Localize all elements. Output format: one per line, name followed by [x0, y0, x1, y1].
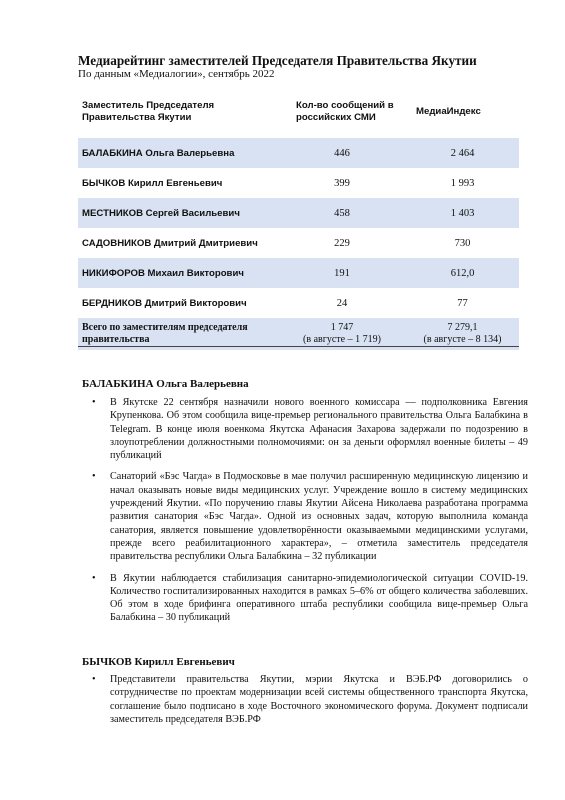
media-index: 612,0 — [450, 267, 475, 279]
deputy-name: БЕРДНИКОВ Дмитрий Викторович — [82, 297, 247, 309]
table-row — [78, 258, 519, 288]
media-index: 2 464 — [450, 147, 475, 159]
list-item — [82, 673, 528, 726]
column-header-mediaindex: МедиаИндекс — [416, 106, 481, 117]
deputy-name: БЫЧКОВ Кирилл Евгеньевич — [82, 177, 223, 189]
total-index-note: (в августе – 8 134) — [423, 334, 502, 345]
media-rating-table — [78, 86, 519, 350]
message-count: 399 — [334, 177, 350, 189]
section-heading: БАЛАБКИНА Ольга Валерьевна — [82, 378, 249, 390]
message-count: 191 — [334, 267, 350, 279]
page-subtitle: По данным «Медиалогии», сентябрь 2022 — [78, 68, 275, 80]
section-bullet-list — [82, 396, 528, 633]
table-row — [78, 138, 519, 168]
list-item-text: В Якутске 22 сентября назначили нового военного комиссара — подполковника Евгения Крупенкова. Об этом сообщила вице-премьер регионального правительства Ольга Балабкина в Telegram. В конце июля военкома Якутска Афанасия Захарова задержали по подозрению в злоупотреблении должностными полномочиями: он за деньги оформлял военные билеты – 49 публикаций — [110, 397, 528, 462]
media-index: 77 — [457, 297, 468, 309]
table-row — [78, 228, 519, 258]
total-count: 1 747 — [330, 322, 354, 333]
table-bottom-rule — [78, 346, 519, 347]
list-item-text: Представители правительства Якутии, мэрии Якутска и ВЭБ.РФ договорились о сотрудничестве по проектам модернизации всей системы общественного транспорта Якутска, соглашение было подписано в ходе Восточного экономического форума. Документ подписали заместитель председателя ВЭБ.РФ — [110, 674, 528, 725]
message-count: 446 — [334, 147, 350, 159]
message-count: 229 — [334, 237, 350, 249]
table-row — [78, 288, 519, 318]
deputy-name: МЕСТНИКОВ Сергей Васильевич — [82, 207, 240, 219]
table-header-row — [78, 86, 519, 138]
media-index: 1 993 — [450, 177, 475, 189]
total-index: 7 279,1 — [447, 322, 478, 333]
bullet-icon: • — [92, 572, 96, 584]
section-bullet-list — [82, 673, 528, 734]
message-count: 24 — [336, 297, 348, 309]
message-count: 458 — [334, 207, 350, 219]
page-title: Медиарейтинг заместителей Председателя Правительства Якутии — [78, 53, 477, 68]
list-item-text: В Якутии наблюдается стабилизация санитарно-эпидемиологической ситуации COVID-19. Количество госпитализированных находится в рамках 5–6% от общего количества заболевших. Об этом в ходе брифинга оперативного штаба республики сообщила вице-премьер Ольга Балабкина – 30 публикаций — [110, 572, 528, 624]
section-heading: БЫЧКОВ Кирилл Евгеньевич — [82, 656, 235, 668]
deputy-name: НИКИФОРОВ Михаил Викторович — [82, 267, 244, 279]
total-count-note: (в августе – 1 719) — [303, 334, 381, 345]
list-item-text: Санаторий «Бэс Чагда» в Подмосковье в мае получил расширенную медицинскую лицензию и начал оказывать новые виды медицинских услуг. Учреждение вошло в систему медицинских учреждений Якутии. «По поручению главы Якутии Айсена Николаева разработана программа развития санатория «Бэс Чагда». Одной из основных задач, которую выполнила команда санатория, является повышение удовлетворённости оказываемыми медицинскими услугами, прежде всего реабилитационного характера», – отметила заместитель председателя правительства республики Ольга Балабкина – 32 публикации — [110, 471, 528, 563]
bullet-icon: • — [92, 471, 96, 483]
total-label: Всего по заместителям председателя правительства — [82, 322, 248, 345]
media-index: 1 403 — [450, 207, 475, 219]
deputy-name: БАЛАБКИНА Ольга Валерьевна — [82, 147, 235, 159]
table-row — [78, 168, 519, 198]
bullet-icon: • — [92, 397, 96, 408]
column-header-deputy: Заместитель Председателя Правительства Якутии — [82, 100, 215, 123]
column-header-count: Кол-во сообщений в российских СМИ — [296, 100, 394, 123]
list-item — [82, 572, 528, 625]
list-item — [82, 396, 528, 462]
list-item — [82, 470, 528, 563]
media-index: 730 — [454, 237, 471, 249]
deputy-name: САДОВНИКОВ Дмитрий Дмитриевич — [82, 237, 258, 249]
bullet-icon: • — [92, 674, 96, 685]
table-row — [78, 198, 519, 228]
